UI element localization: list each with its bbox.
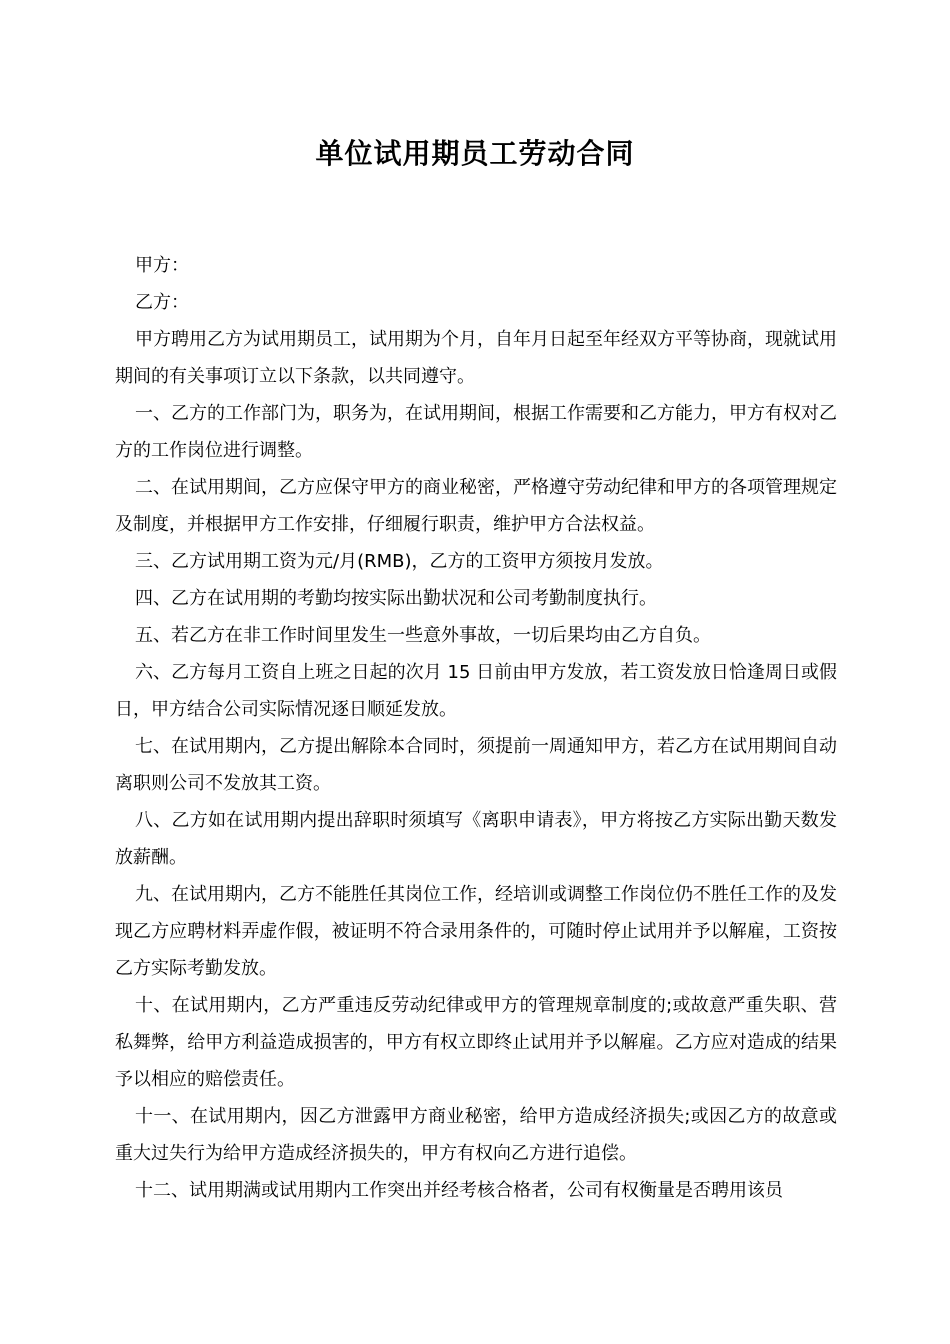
clause-3: 三、乙方试用期工资为元/月(RMB)，乙方的工资甲方须按月发放。 [135, 551, 664, 572]
preamble-paragraph: 甲方聘用乙方为试用期员工，试用期为个月，自年月日起至年经双方平等协商，现就试用期间的有关事项订立以下条款，以共同遵守。 [115, 329, 837, 387]
clause-7: 七、在试用期内，乙方提出解除本合同时，须提前一周通知甲方，若乙方在试用期间自动离职则公司不发放其工资。 [115, 736, 837, 794]
clause-6: 六、乙方每月工资自上班之日起的次月 15 日前由甲方发放，若工资发放日恰逢周日或假日，甲方结合公司实际情况逐日顺延发放。 [115, 662, 837, 720]
clause-8: 八、乙方如在试用期内提出辞职时须填写《离职申请表》，甲方将按乙方实际出勤天数发放薪酬。 [115, 810, 837, 868]
document-body [115, 247, 837, 1209]
clause-5: 五、若乙方在非工作时间里发生一些意外事故，一切后果均由乙方自负。 [135, 625, 711, 646]
document-title: 单位试用期员工劳动合同 [315, 137, 635, 170]
party-b-line: 乙方： [135, 292, 189, 313]
clause-12: 十二、试用期满或试用期内工作突出并经考核合格者，公司有权衡量是否聘用该员 [135, 1180, 783, 1201]
clause-11: 十一、在试用期内，因乙方泄露甲方商业秘密，给甲方造成经济损失;或因乙方的故意或重大过失行为给甲方造成经济损失的，甲方有权向乙方进行追偿。 [115, 1106, 837, 1164]
clause-1: 一、乙方的工作部门为，职务为，在试用期间，根据工作需要和乙方能力，甲方有权对乙方的工作岗位进行调整。 [115, 403, 837, 461]
party-a-line: 甲方： [135, 255, 189, 276]
clause-2: 二、在试用期间，乙方应保守甲方的商业秘密，严格遵守劳动纪律和甲方的各项管理规定及制度，并根据甲方工作安排，仔细履行职责，维护甲方合法权益。 [115, 477, 837, 535]
clause-10: 十、在试用期内，乙方严重违反劳动纪律或甲方的管理规章制度的;或故意严重失职、营私舞弊，给甲方利益造成损害的，甲方有权立即终止试用并予以解雇。乙方应对造成的结果予以相应的赔偿责任。 [115, 995, 837, 1090]
clause-9: 九、在试用期内，乙方不能胜任其岗位工作，经培训或调整工作岗位仍不胜任工作的及发现乙方应聘材料弄虚作假，被证明不符合录用条件的，可随时停止试用并予以解雇，工资按乙方实际考勤发放。 [115, 884, 837, 979]
clause-4: 四、乙方在试用期的考勤均按实际出勤状况和公司考勤制度执行。 [135, 588, 657, 609]
